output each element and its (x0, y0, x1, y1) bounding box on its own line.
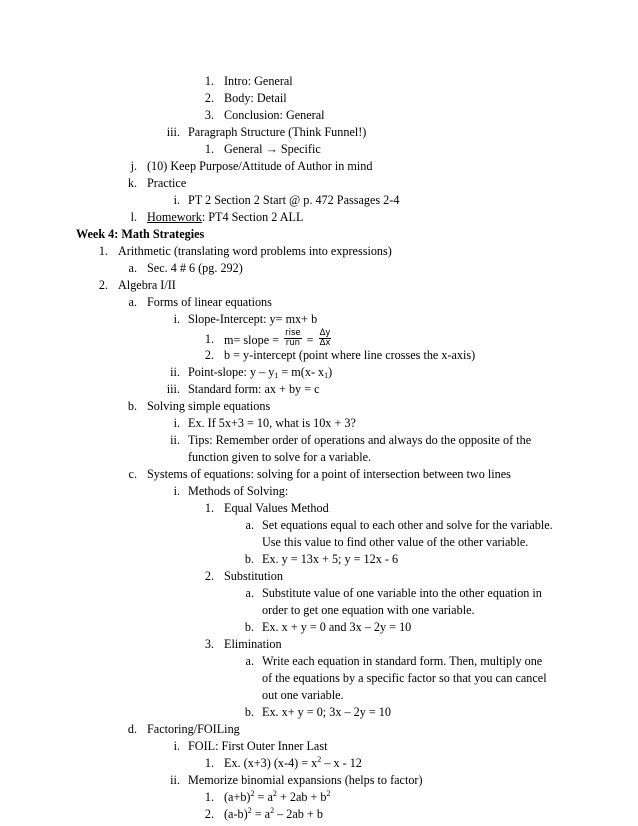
list-text (224, 807, 323, 821)
list-text: Solving simple equations (147, 399, 271, 413)
list-label: ii. (170, 365, 180, 379)
list-label: 1. (204, 74, 214, 88)
list-text: Systems of equations: solving for a point of intersection between two lines (147, 467, 511, 481)
list-label: a. (128, 295, 137, 309)
list-text: out one variable. (262, 688, 344, 702)
subscript: 1 (324, 371, 329, 380)
rise-over-run-fraction (284, 329, 302, 348)
list-label: ii. (170, 773, 180, 787)
list-text: of the equations by a specific factor so that you can cancel (262, 671, 547, 685)
list-label: 1. (204, 142, 214, 156)
week-heading: Week 4: Math Strategies (76, 227, 205, 241)
superscript: 2 (272, 789, 277, 798)
text-part: Ex. (x+3) (x-4) = x (224, 756, 318, 770)
list-text: Ex. x + y = 0 and 3x – 2y = 10 (262, 620, 412, 634)
homework-label: Homework (147, 210, 202, 224)
list-text (147, 210, 303, 224)
list-text: Substitute value of one variable into the other equation in (262, 586, 542, 600)
superscript: 2 (326, 789, 331, 798)
text-part: – x - 12 (321, 756, 362, 770)
list-label: 2. (204, 807, 214, 821)
delta-fraction (319, 329, 332, 348)
text-part: (a-b) (224, 807, 248, 821)
list-label: k. (127, 176, 137, 190)
list-label: d. (127, 722, 137, 736)
list-text: function given to solve for a variable. (188, 450, 372, 464)
homework-text: : PT4 Section 2 ALL (201, 210, 304, 224)
list-text: Forms of linear equations (147, 295, 272, 309)
list-text: Conclusion: General (224, 108, 325, 122)
list-text: Standard form: ax + by = c (188, 382, 320, 396)
text-part: = a (251, 807, 271, 821)
text-part: = a (254, 790, 273, 804)
list-label: 1. (204, 501, 214, 515)
list-label: 2. (204, 91, 214, 105)
list-label: a. (245, 518, 254, 532)
list-label: b. (244, 552, 254, 566)
list-text: Elimination (224, 637, 282, 651)
list-text: Tips: Remember order of operations and always do the opposite of the (188, 433, 532, 447)
list-text (224, 756, 362, 770)
text-part: (a+b) (224, 790, 251, 804)
fraction-denominator: run (285, 338, 300, 348)
list-label: i. (173, 484, 180, 498)
list-label: i. (173, 416, 180, 430)
text-part: – 2ab + b (274, 807, 323, 821)
list-text: Paragraph Structure (Think Funnel!) (188, 125, 367, 139)
list-label: ii. (170, 433, 180, 447)
superscript: 2 (270, 806, 275, 815)
list-text: Write each equation in standard form. Then, multiply one (262, 654, 543, 668)
list-text: PT 2 Section 2 Start @ p. 472 Passages 2-4 (188, 193, 400, 207)
list-label: a. (128, 261, 137, 275)
list-label: i. (173, 193, 180, 207)
list-text: Body: Detail (224, 91, 287, 105)
text-part: Point-slope: y – y (188, 365, 275, 379)
list-label: a. (245, 586, 254, 600)
list-text: Slope-Intercept: y= mx+ b (188, 312, 318, 326)
list-text: Factoring/FOILing (147, 722, 240, 736)
list-text: (10) Keep Purpose/Attitude of Author in mind (147, 159, 373, 173)
list-text: Intro: General (224, 74, 293, 88)
list-label: i. (173, 739, 180, 753)
list-label: 1. (204, 332, 214, 346)
equals-sign: = (306, 333, 314, 348)
list-text (224, 329, 333, 348)
list-text: Equal Values Method (224, 501, 329, 515)
list-text: Algebra I/II (118, 278, 176, 292)
superscript: 2 (317, 755, 322, 764)
list-text: Practice (147, 176, 187, 190)
list-text: Methods of Solving: (188, 484, 289, 498)
fraction-denominator: Δx (319, 338, 331, 348)
list-label: 2. (204, 569, 214, 583)
list-text: Memorize binomial expansions (helps to factor) (188, 773, 423, 787)
fraction-numerator: Δy (319, 328, 331, 338)
list-label: 3. (204, 637, 214, 651)
list-text: Ex. y = 13x + 5; y = 12x - 6 (262, 552, 399, 566)
list-label: 1. (98, 244, 108, 258)
list-label: iii. (166, 382, 180, 396)
list-label: b. (244, 620, 254, 634)
list-text: Substitution (224, 569, 283, 583)
list-label: b. (244, 705, 254, 719)
superscript: 2 (250, 789, 255, 798)
list-label: 1. (204, 756, 214, 770)
fraction-numerator: rise (285, 328, 301, 338)
list-text: Ex. x+ y = 0; 3x – 2y = 10 (262, 705, 391, 719)
text-part: ) (328, 365, 333, 379)
list-label: i. (173, 312, 180, 326)
list-label: l. (130, 210, 137, 224)
list-label: b. (127, 399, 137, 413)
text-part: = m(x- x (278, 365, 325, 379)
list-label: j. (130, 159, 137, 173)
list-label: iii. (166, 125, 180, 139)
list-text: Arithmetic (translating word problems into expressions) (118, 244, 392, 258)
superscript: 2 (247, 806, 252, 815)
list-label: 1. (204, 790, 214, 804)
list-label: 2. (98, 278, 108, 292)
list-label: 3. (204, 108, 214, 122)
list-text (188, 365, 332, 379)
list-text: Sec. 4 # 6 (pg. 292) (147, 261, 243, 275)
list-label: c. (128, 467, 137, 481)
list-text: b = y-intercept (point where line crosses the x-axis) (224, 348, 476, 362)
list-text: Use this value to find other value of the other variable. (262, 535, 529, 549)
list-text: order to get one equation with one variable. (262, 603, 475, 617)
list-text: FOIL: First Outer Inner Last (188, 739, 328, 753)
list-text (224, 790, 331, 804)
list-text: General → Specific (224, 142, 321, 156)
slope-text: m= slope = (224, 333, 280, 348)
list-text: Set equations equal to each other and solve for the variable. (262, 518, 553, 532)
subscript: 1 (274, 371, 279, 380)
text-part: + 2ab + b (276, 790, 327, 804)
list-label: a. (245, 654, 254, 668)
list-label: 2. (204, 348, 214, 362)
list-text: Ex. If 5x+3 = 10, what is 10x + 3? (188, 416, 356, 430)
